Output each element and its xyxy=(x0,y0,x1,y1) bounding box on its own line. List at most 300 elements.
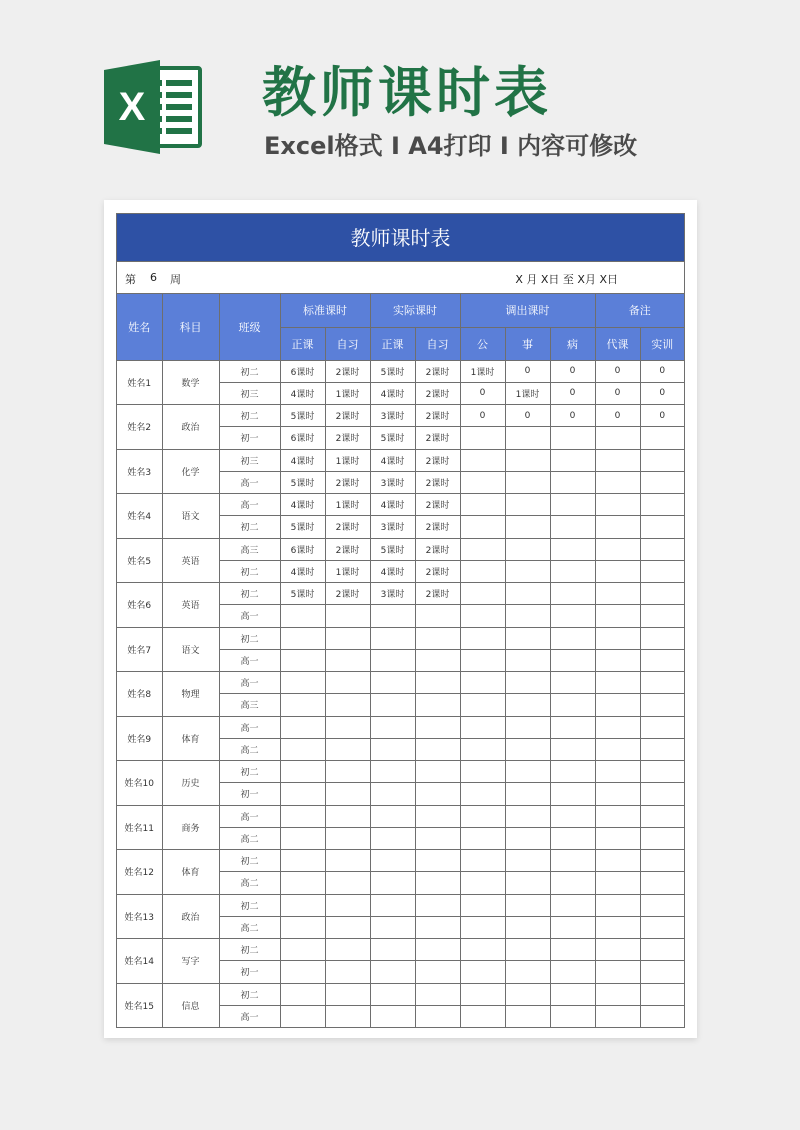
hours-cell[interactable] xyxy=(460,583,505,605)
subject-cell[interactable]: 政治 xyxy=(162,405,219,450)
teacher-name-cell[interactable]: 姓名15 xyxy=(117,983,162,1028)
hours-cell[interactable] xyxy=(640,827,684,849)
hours-cell[interactable] xyxy=(370,939,415,961)
hours-cell[interactable]: 0 xyxy=(595,360,640,382)
hours-cell[interactable]: 2课时 xyxy=(415,382,460,404)
hours-cell[interactable] xyxy=(460,916,505,938)
class-cell[interactable]: 初二 xyxy=(219,939,280,961)
hours-cell[interactable] xyxy=(505,449,550,471)
hours-cell[interactable] xyxy=(460,694,505,716)
hours-cell[interactable] xyxy=(280,827,325,849)
class-cell[interactable]: 高一 xyxy=(219,605,280,627)
hours-cell[interactable] xyxy=(460,939,505,961)
hours-cell[interactable] xyxy=(370,605,415,627)
hours-cell[interactable] xyxy=(505,494,550,516)
hours-cell[interactable] xyxy=(460,783,505,805)
hours-cell[interactable] xyxy=(505,471,550,493)
hours-cell[interactable] xyxy=(460,471,505,493)
hours-cell[interactable] xyxy=(505,738,550,760)
class-cell[interactable]: 高一 xyxy=(219,494,280,516)
hours-cell[interactable] xyxy=(640,627,684,649)
hours-cell[interactable] xyxy=(640,583,684,605)
hours-cell[interactable] xyxy=(370,916,415,938)
class-cell[interactable]: 初二 xyxy=(219,761,280,783)
hours-cell[interactable]: 2课时 xyxy=(415,538,460,560)
teacher-name-cell[interactable]: 姓名13 xyxy=(117,894,162,939)
hours-cell[interactable]: 3课时 xyxy=(370,471,415,493)
hours-cell[interactable] xyxy=(325,649,370,671)
hours-cell[interactable] xyxy=(415,627,460,649)
hours-cell[interactable]: 0 xyxy=(595,382,640,404)
hours-cell[interactable]: 6课时 xyxy=(280,360,325,382)
hours-cell[interactable] xyxy=(595,738,640,760)
hours-cell[interactable] xyxy=(505,516,550,538)
hours-cell[interactable] xyxy=(370,961,415,983)
hours-cell[interactable] xyxy=(640,761,684,783)
hours-cell[interactable] xyxy=(505,783,550,805)
hours-cell[interactable] xyxy=(640,471,684,493)
hours-cell[interactable] xyxy=(280,894,325,916)
hours-cell[interactable] xyxy=(325,738,370,760)
hours-cell[interactable]: 2课时 xyxy=(325,427,370,449)
subject-cell[interactable]: 语文 xyxy=(162,494,219,539)
hours-cell[interactable]: 2课时 xyxy=(415,427,460,449)
hours-cell[interactable] xyxy=(640,449,684,471)
teacher-name-cell[interactable]: 姓名6 xyxy=(117,583,162,628)
hours-cell[interactable] xyxy=(595,894,640,916)
hours-cell[interactable] xyxy=(550,583,595,605)
hours-cell[interactable] xyxy=(640,850,684,872)
hours-cell[interactable] xyxy=(595,605,640,627)
class-cell[interactable]: 初二 xyxy=(219,405,280,427)
hours-cell[interactable] xyxy=(280,850,325,872)
teacher-name-cell[interactable]: 姓名1 xyxy=(117,360,162,405)
teacher-name-cell[interactable]: 姓名10 xyxy=(117,761,162,806)
hours-cell[interactable] xyxy=(505,872,550,894)
hours-cell[interactable] xyxy=(460,761,505,783)
hours-cell[interactable] xyxy=(460,627,505,649)
hours-cell[interactable] xyxy=(460,1005,505,1027)
hours-cell[interactable]: 2课时 xyxy=(415,560,460,582)
hours-cell[interactable] xyxy=(460,872,505,894)
hours-cell[interactable] xyxy=(505,649,550,671)
hours-cell[interactable] xyxy=(505,939,550,961)
class-cell[interactable]: 高一 xyxy=(219,716,280,738)
subject-cell[interactable]: 数学 xyxy=(162,360,219,405)
hours-cell[interactable] xyxy=(550,471,595,493)
hours-cell[interactable] xyxy=(415,605,460,627)
teacher-name-cell[interactable]: 姓名14 xyxy=(117,939,162,984)
hours-cell[interactable] xyxy=(280,694,325,716)
hours-cell[interactable] xyxy=(550,939,595,961)
hours-cell[interactable] xyxy=(325,961,370,983)
hours-cell[interactable] xyxy=(505,916,550,938)
subject-cell[interactable]: 政治 xyxy=(162,894,219,939)
hours-cell[interactable]: 3课时 xyxy=(370,516,415,538)
hours-cell[interactable]: 4课时 xyxy=(370,494,415,516)
hours-cell[interactable] xyxy=(505,605,550,627)
hours-cell[interactable]: 0 xyxy=(595,405,640,427)
hours-cell[interactable] xyxy=(505,805,550,827)
teacher-name-cell[interactable]: 姓名2 xyxy=(117,405,162,450)
hours-cell[interactable] xyxy=(550,694,595,716)
hours-cell[interactable] xyxy=(595,694,640,716)
hours-cell[interactable] xyxy=(325,916,370,938)
hours-cell[interactable]: 0 xyxy=(640,405,684,427)
hours-cell[interactable] xyxy=(595,716,640,738)
hours-cell[interactable]: 4课时 xyxy=(280,494,325,516)
hours-cell[interactable] xyxy=(370,1005,415,1027)
hours-cell[interactable] xyxy=(325,605,370,627)
hours-cell[interactable] xyxy=(550,850,595,872)
hours-cell[interactable] xyxy=(370,894,415,916)
class-cell[interactable]: 高二 xyxy=(219,827,280,849)
hours-cell[interactable] xyxy=(505,716,550,738)
hours-cell[interactable] xyxy=(550,872,595,894)
hours-cell[interactable] xyxy=(550,1005,595,1027)
hours-cell[interactable] xyxy=(550,783,595,805)
hours-cell[interactable]: 2课时 xyxy=(415,405,460,427)
hours-cell[interactable] xyxy=(280,605,325,627)
hours-cell[interactable]: 3课时 xyxy=(370,583,415,605)
hours-cell[interactable] xyxy=(460,605,505,627)
hours-cell[interactable] xyxy=(505,538,550,560)
hours-cell[interactable]: 2课时 xyxy=(415,360,460,382)
subject-cell[interactable]: 体育 xyxy=(162,850,219,895)
class-cell[interactable]: 初一 xyxy=(219,961,280,983)
hours-cell[interactable] xyxy=(415,694,460,716)
hours-cell[interactable] xyxy=(550,605,595,627)
hours-cell[interactable] xyxy=(325,627,370,649)
hours-cell[interactable] xyxy=(280,783,325,805)
class-cell[interactable]: 高二 xyxy=(219,916,280,938)
teacher-name-cell[interactable]: 姓名9 xyxy=(117,716,162,761)
hours-cell[interactable] xyxy=(595,672,640,694)
hours-cell[interactable] xyxy=(550,761,595,783)
hours-cell[interactable]: 0 xyxy=(505,405,550,427)
hours-cell[interactable]: 2课时 xyxy=(325,360,370,382)
hours-cell[interactable]: 2课时 xyxy=(415,583,460,605)
hours-cell[interactable] xyxy=(370,761,415,783)
hours-cell[interactable] xyxy=(595,649,640,671)
hours-cell[interactable] xyxy=(595,627,640,649)
subject-cell[interactable]: 英语 xyxy=(162,583,219,628)
hours-cell[interactable] xyxy=(460,805,505,827)
hours-cell[interactable] xyxy=(640,560,684,582)
hours-cell[interactable] xyxy=(460,449,505,471)
hours-cell[interactable] xyxy=(505,583,550,605)
hours-cell[interactable] xyxy=(595,516,640,538)
hours-cell[interactable]: 0 xyxy=(640,382,684,404)
week-number[interactable]: 6 xyxy=(150,271,157,284)
hours-cell[interactable] xyxy=(550,738,595,760)
hours-cell[interactable] xyxy=(460,894,505,916)
hours-cell[interactable] xyxy=(640,894,684,916)
hours-cell[interactable]: 5课时 xyxy=(370,360,415,382)
hours-cell[interactable]: 5课时 xyxy=(280,405,325,427)
class-cell[interactable]: 高二 xyxy=(219,872,280,894)
hours-cell[interactable] xyxy=(505,1005,550,1027)
class-cell[interactable]: 初三 xyxy=(219,382,280,404)
hours-cell[interactable] xyxy=(595,427,640,449)
teacher-name-cell[interactable]: 姓名12 xyxy=(117,850,162,895)
date-range[interactable]: X 月 X日 至 X月 X日 xyxy=(515,273,618,286)
hours-cell[interactable]: 4课时 xyxy=(370,382,415,404)
hours-cell[interactable] xyxy=(550,538,595,560)
hours-cell[interactable] xyxy=(325,983,370,1005)
hours-cell[interactable] xyxy=(505,427,550,449)
hours-cell[interactable] xyxy=(550,827,595,849)
hours-cell[interactable]: 2课时 xyxy=(415,494,460,516)
hours-cell[interactable] xyxy=(640,805,684,827)
hours-cell[interactable] xyxy=(280,872,325,894)
hours-cell[interactable] xyxy=(280,716,325,738)
hours-cell[interactable] xyxy=(370,738,415,760)
hours-cell[interactable] xyxy=(370,983,415,1005)
hours-cell[interactable] xyxy=(325,716,370,738)
hours-cell[interactable] xyxy=(595,983,640,1005)
class-cell[interactable]: 初三 xyxy=(219,449,280,471)
class-cell[interactable]: 高一 xyxy=(219,471,280,493)
hours-cell[interactable]: 6课时 xyxy=(280,427,325,449)
hours-cell[interactable] xyxy=(415,916,460,938)
subject-cell[interactable]: 体育 xyxy=(162,716,219,761)
hours-cell[interactable] xyxy=(415,805,460,827)
hours-cell[interactable] xyxy=(640,961,684,983)
subject-cell[interactable]: 英语 xyxy=(162,538,219,583)
hours-cell[interactable] xyxy=(595,939,640,961)
hours-cell[interactable] xyxy=(325,672,370,694)
hours-cell[interactable] xyxy=(640,605,684,627)
hours-cell[interactable] xyxy=(325,761,370,783)
class-cell[interactable]: 初一 xyxy=(219,427,280,449)
hours-cell[interactable] xyxy=(370,649,415,671)
hours-cell[interactable] xyxy=(595,961,640,983)
hours-cell[interactable] xyxy=(280,983,325,1005)
hours-cell[interactable] xyxy=(415,1005,460,1027)
class-cell[interactable]: 高一 xyxy=(219,649,280,671)
hours-cell[interactable] xyxy=(550,627,595,649)
hours-cell[interactable] xyxy=(640,649,684,671)
hours-cell[interactable]: 1课时 xyxy=(325,449,370,471)
hours-cell[interactable] xyxy=(280,805,325,827)
hours-cell[interactable]: 1课时 xyxy=(325,494,370,516)
hours-cell[interactable] xyxy=(415,649,460,671)
hours-cell[interactable] xyxy=(370,783,415,805)
class-cell[interactable]: 初二 xyxy=(219,894,280,916)
hours-cell[interactable]: 0 xyxy=(460,382,505,404)
hours-cell[interactable] xyxy=(325,694,370,716)
hours-cell[interactable] xyxy=(415,961,460,983)
class-cell[interactable]: 初二 xyxy=(219,516,280,538)
class-cell[interactable]: 高一 xyxy=(219,805,280,827)
hours-cell[interactable] xyxy=(640,738,684,760)
hours-cell[interactable] xyxy=(280,916,325,938)
hours-cell[interactable] xyxy=(595,850,640,872)
hours-cell[interactable] xyxy=(595,560,640,582)
hours-cell[interactable] xyxy=(460,983,505,1005)
subject-cell[interactable]: 化学 xyxy=(162,449,219,494)
hours-cell[interactable] xyxy=(460,827,505,849)
hours-cell[interactable] xyxy=(595,494,640,516)
hours-cell[interactable] xyxy=(640,939,684,961)
hours-cell[interactable]: 0 xyxy=(550,360,595,382)
hours-cell[interactable] xyxy=(415,761,460,783)
hours-cell[interactable] xyxy=(280,1005,325,1027)
hours-cell[interactable]: 2课时 xyxy=(325,405,370,427)
hours-cell[interactable]: 0 xyxy=(550,382,595,404)
hours-cell[interactable] xyxy=(325,827,370,849)
hours-cell[interactable]: 4课时 xyxy=(370,560,415,582)
subject-cell[interactable]: 物理 xyxy=(162,672,219,717)
hours-cell[interactable] xyxy=(640,716,684,738)
hours-cell[interactable] xyxy=(595,538,640,560)
hours-cell[interactable]: 2课时 xyxy=(325,538,370,560)
subject-cell[interactable]: 语文 xyxy=(162,627,219,672)
hours-cell[interactable] xyxy=(325,1005,370,1027)
hours-cell[interactable] xyxy=(595,449,640,471)
hours-cell[interactable] xyxy=(370,850,415,872)
subject-cell[interactable]: 信息 xyxy=(162,983,219,1028)
hours-cell[interactable] xyxy=(325,783,370,805)
hours-cell[interactable] xyxy=(370,805,415,827)
hours-cell[interactable] xyxy=(640,672,684,694)
hours-cell[interactable] xyxy=(640,694,684,716)
hours-cell[interactable]: 1课时 xyxy=(460,360,505,382)
hours-cell[interactable] xyxy=(505,894,550,916)
hours-cell[interactable] xyxy=(460,716,505,738)
hours-cell[interactable] xyxy=(640,427,684,449)
hours-cell[interactable] xyxy=(640,872,684,894)
hours-cell[interactable] xyxy=(415,783,460,805)
hours-cell[interactable]: 2课时 xyxy=(415,471,460,493)
hours-cell[interactable] xyxy=(280,649,325,671)
hours-cell[interactable] xyxy=(640,516,684,538)
hours-cell[interactable] xyxy=(640,494,684,516)
hours-cell[interactable] xyxy=(550,516,595,538)
hours-cell[interactable]: 2课时 xyxy=(415,516,460,538)
hours-cell[interactable] xyxy=(460,649,505,671)
hours-cell[interactable] xyxy=(550,916,595,938)
hours-cell[interactable] xyxy=(460,961,505,983)
hours-cell[interactable] xyxy=(550,716,595,738)
hours-cell[interactable] xyxy=(415,827,460,849)
hours-cell[interactable] xyxy=(325,872,370,894)
hours-cell[interactable] xyxy=(280,672,325,694)
teacher-name-cell[interactable]: 姓名4 xyxy=(117,494,162,539)
hours-cell[interactable] xyxy=(550,494,595,516)
hours-cell[interactable] xyxy=(505,961,550,983)
hours-cell[interactable] xyxy=(460,850,505,872)
hours-cell[interactable] xyxy=(415,850,460,872)
hours-cell[interactable] xyxy=(325,939,370,961)
hours-cell[interactable] xyxy=(370,627,415,649)
teacher-name-cell[interactable]: 姓名3 xyxy=(117,449,162,494)
hours-cell[interactable]: 2课时 xyxy=(325,471,370,493)
hours-cell[interactable] xyxy=(550,672,595,694)
hours-cell[interactable] xyxy=(280,738,325,760)
class-cell[interactable]: 高三 xyxy=(219,538,280,560)
hours-cell[interactable] xyxy=(550,805,595,827)
hours-cell[interactable] xyxy=(550,560,595,582)
hours-cell[interactable] xyxy=(550,649,595,671)
hours-cell[interactable] xyxy=(415,872,460,894)
hours-cell[interactable] xyxy=(460,560,505,582)
hours-cell[interactable] xyxy=(415,672,460,694)
hours-cell[interactable]: 0 xyxy=(460,405,505,427)
hours-cell[interactable] xyxy=(595,1005,640,1027)
hours-cell[interactable]: 5课时 xyxy=(370,538,415,560)
hours-cell[interactable]: 2课时 xyxy=(325,516,370,538)
hours-cell[interactable] xyxy=(505,560,550,582)
hours-cell[interactable] xyxy=(595,916,640,938)
hours-cell[interactable]: 5课时 xyxy=(280,583,325,605)
subject-cell[interactable]: 商务 xyxy=(162,805,219,850)
hours-cell[interactable]: 3课时 xyxy=(370,405,415,427)
hours-cell[interactable]: 4课时 xyxy=(280,560,325,582)
hours-cell[interactable]: 6课时 xyxy=(280,538,325,560)
class-cell[interactable]: 初一 xyxy=(219,783,280,805)
hours-cell[interactable] xyxy=(280,961,325,983)
class-cell[interactable]: 初二 xyxy=(219,560,280,582)
class-cell[interactable]: 高二 xyxy=(219,738,280,760)
hours-cell[interactable]: 4课时 xyxy=(370,449,415,471)
subject-cell[interactable]: 写字 xyxy=(162,939,219,984)
hours-cell[interactable] xyxy=(550,894,595,916)
hours-cell[interactable] xyxy=(460,672,505,694)
teacher-name-cell[interactable]: 姓名11 xyxy=(117,805,162,850)
hours-cell[interactable] xyxy=(325,805,370,827)
hours-cell[interactable]: 1课时 xyxy=(505,382,550,404)
hours-cell[interactable] xyxy=(550,427,595,449)
hours-cell[interactable] xyxy=(595,872,640,894)
hours-cell[interactable] xyxy=(640,783,684,805)
hours-cell[interactable] xyxy=(595,827,640,849)
hours-cell[interactable] xyxy=(595,761,640,783)
hours-cell[interactable] xyxy=(370,872,415,894)
hours-cell[interactable] xyxy=(280,627,325,649)
hours-cell[interactable] xyxy=(640,1005,684,1027)
hours-cell[interactable] xyxy=(415,894,460,916)
hours-cell[interactable]: 2课时 xyxy=(415,449,460,471)
teacher-name-cell[interactable]: 姓名5 xyxy=(117,538,162,583)
hours-cell[interactable] xyxy=(505,850,550,872)
hours-cell[interactable] xyxy=(460,494,505,516)
hours-cell[interactable]: 1课时 xyxy=(325,560,370,582)
hours-cell[interactable] xyxy=(415,738,460,760)
hours-cell[interactable] xyxy=(550,961,595,983)
hours-cell[interactable] xyxy=(505,672,550,694)
hours-cell[interactable] xyxy=(640,538,684,560)
class-cell[interactable]: 初二 xyxy=(219,583,280,605)
hours-cell[interactable] xyxy=(460,427,505,449)
hours-cell[interactable] xyxy=(415,939,460,961)
class-cell[interactable]: 初二 xyxy=(219,627,280,649)
hours-cell[interactable] xyxy=(505,694,550,716)
hours-cell[interactable]: 5课时 xyxy=(370,427,415,449)
hours-cell[interactable]: 1课时 xyxy=(325,382,370,404)
hours-cell[interactable] xyxy=(280,761,325,783)
hours-cell[interactable] xyxy=(505,827,550,849)
hours-cell[interactable]: 5课时 xyxy=(280,516,325,538)
hours-cell[interactable] xyxy=(550,449,595,471)
hours-cell[interactable]: 2课时 xyxy=(325,583,370,605)
class-cell[interactable]: 高三 xyxy=(219,694,280,716)
hours-cell[interactable] xyxy=(505,983,550,1005)
hours-cell[interactable] xyxy=(370,672,415,694)
hours-cell[interactable] xyxy=(370,827,415,849)
hours-cell[interactable] xyxy=(595,583,640,605)
